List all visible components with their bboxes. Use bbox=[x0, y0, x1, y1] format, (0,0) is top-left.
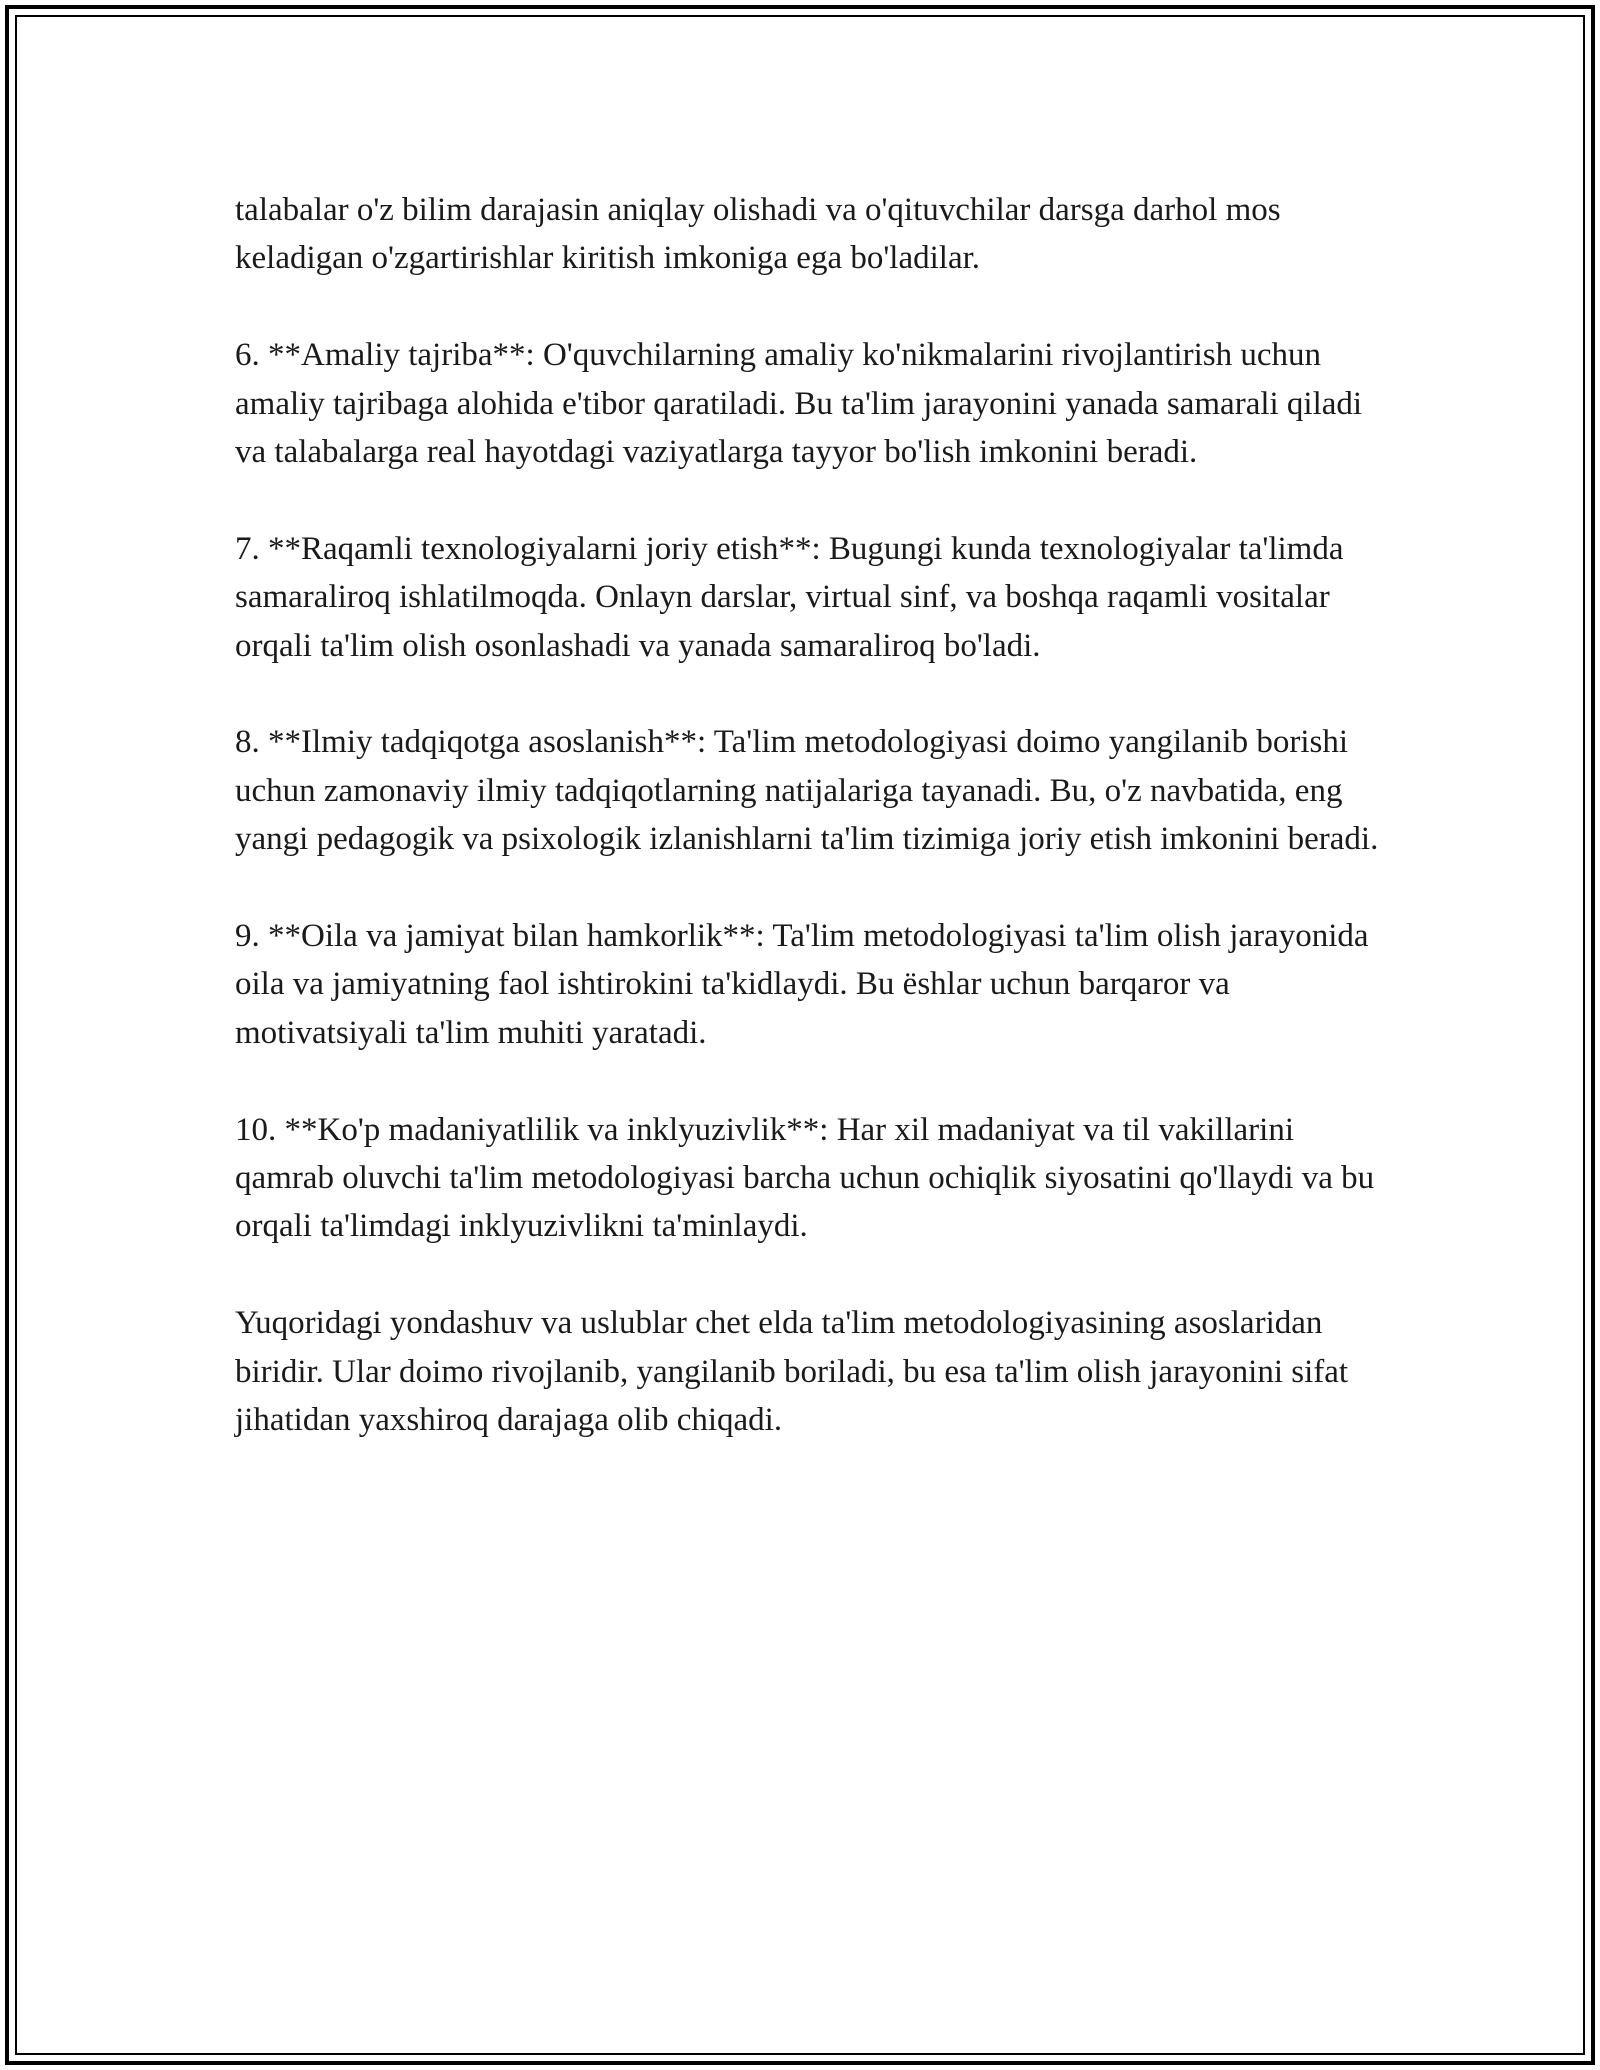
document-body bbox=[235, 186, 1385, 1493]
paragraph-continuation: talabalar o'z bilim darajasin aniqlay olishadi va o'qituvchilar darsga darhol mos keladigan o'zgartirishlar kiritish imkoniga ega bo'ladilar. bbox=[235, 192, 1281, 277]
paragraph-item-7: 7. **Raqamli texnologiyalarni joriy etish**: Bugungi kunda texnologiyalar ta'limda samaraliroq ishlatilmoqda. Onlayn darslar, virtual sinf, va boshqa raqamli vositalar orqali ta'lim olish osonlashadi va yanada samaraliroq bo'ladi. bbox=[235, 530, 1344, 664]
paragraph-item-10: 10. **Ko'p madaniyatlilik va inklyuzivlik**: Har xil madaniyat va til vakillarini qamrab oluvchi ta'lim metodologiyasi barcha uchun ochiqlik siyosatini qo'llaydi va bu orqali ta'limdagi inklyuzivlikni ta'minlaydi. bbox=[235, 1111, 1375, 1245]
paragraph-item-6: 6. **Amaliy tajriba**: O'quvchilarning amaliy ko'nikmalarini rivojlantirish uchun amaliy tajribaga alohida e'tibor qaratiladi. Bu ta'lim jarayonini yanada samarali qiladi va talabalarga real hayotdagi vaziyatlarga tayyor bo'lish imkonini beradi. bbox=[235, 337, 1363, 471]
paragraph-conclusion: Yuqoridagi yondashuv va uslublar chet elda ta'lim metodologiyasining asoslaridan biridir. Ular doimo rivojlanib, yangilanib boriladi, bu esa ta'lim olish jarayonini sifat jihatidan yaxshiroq darajaga olib chiqadi. bbox=[235, 1305, 1349, 1439]
paragraph-item-9: 9. **Oila va jamiyat bilan hamkorlik**: Ta'lim metodologiyasi ta'lim olish jarayonida oila va jamiyatning faol ishtirokini ta'kidlaydi. Bu ёshlar uchun barqaror va motivatsiyali ta'lim muhiti yaratadi. bbox=[235, 918, 1369, 1051]
paragraph-item-8: 8. **Ilmiy tadqiqotga asoslanish**: Ta'lim metodologiyasi doimo yangilanib borishi uchun zamonaviy ilmiy tadqiqotlarning natijalariga tayanadi. Bu, o'z navbatida, eng yangi pedagogik va psixologik izlanishlarni ta'lim tizimiga joriy etish imkonini beradi. bbox=[235, 724, 1379, 858]
